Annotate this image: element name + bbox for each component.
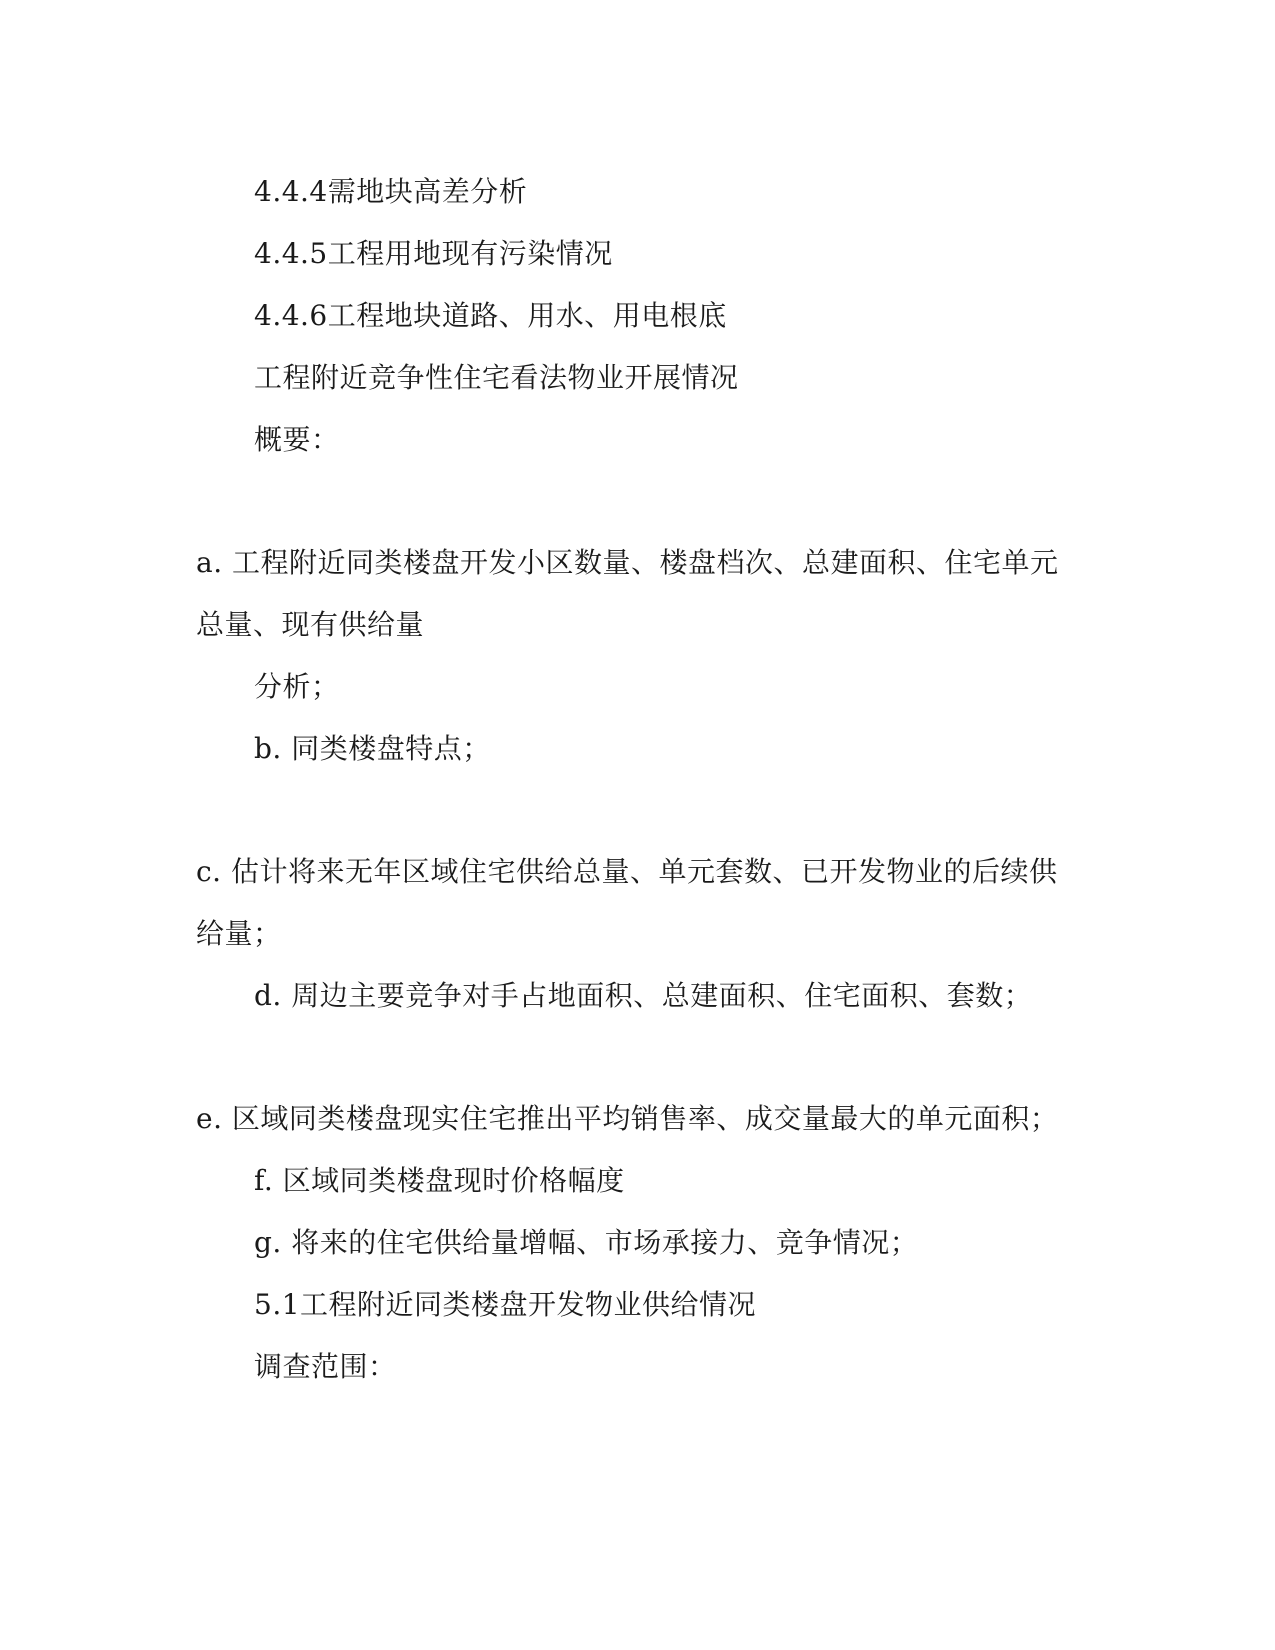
item-c-line-2: 给量；: [196, 917, 282, 950]
section-title: 工程附近竞争性住宅看法物业开展情况: [254, 361, 739, 394]
heading-4-4-5: 4.4.5工程用地现有污染情况: [254, 237, 613, 270]
item-b: b. 同类楼盘特点；: [254, 732, 491, 765]
item-f: f. 区域同类楼盘现时价格幅度: [254, 1164, 625, 1197]
item-d: d. 周边主要竞争对手占地面积、总建面积、住宅面积、套数；: [254, 979, 1033, 1012]
heading-4-4-4: 4.4.4需地块高差分析: [254, 175, 528, 208]
item-e: e. 区域同类楼盘现实住宅推出平均销售率、成交量最大的单元面积；: [196, 1102, 1059, 1135]
summary-label: 概要：: [254, 423, 340, 456]
item-a-line-2: 总量、现有供给量: [196, 608, 425, 641]
heading-5-1: 5.1工程附近同类楼盘开发物业供给情况: [254, 1288, 757, 1321]
item-g: g. 将来的住宅供给量增幅、市场承接力、竞争情况；: [254, 1226, 919, 1259]
survey-scope-label: 调查范围：: [254, 1350, 397, 1383]
analysis-label: 分析；: [254, 670, 340, 703]
heading-4-4-6: 4.4.6工程地块道路、用水、用电根底: [254, 299, 727, 332]
item-a-line-1: a. 工程附近同类楼盘开发小区数量、楼盘档次、总建面积、住宅单元: [196, 546, 1059, 579]
item-c-line-1: c. 估计将来无年区域住宅供给总量、单元套数、已开发物业的后续供: [196, 855, 1058, 888]
